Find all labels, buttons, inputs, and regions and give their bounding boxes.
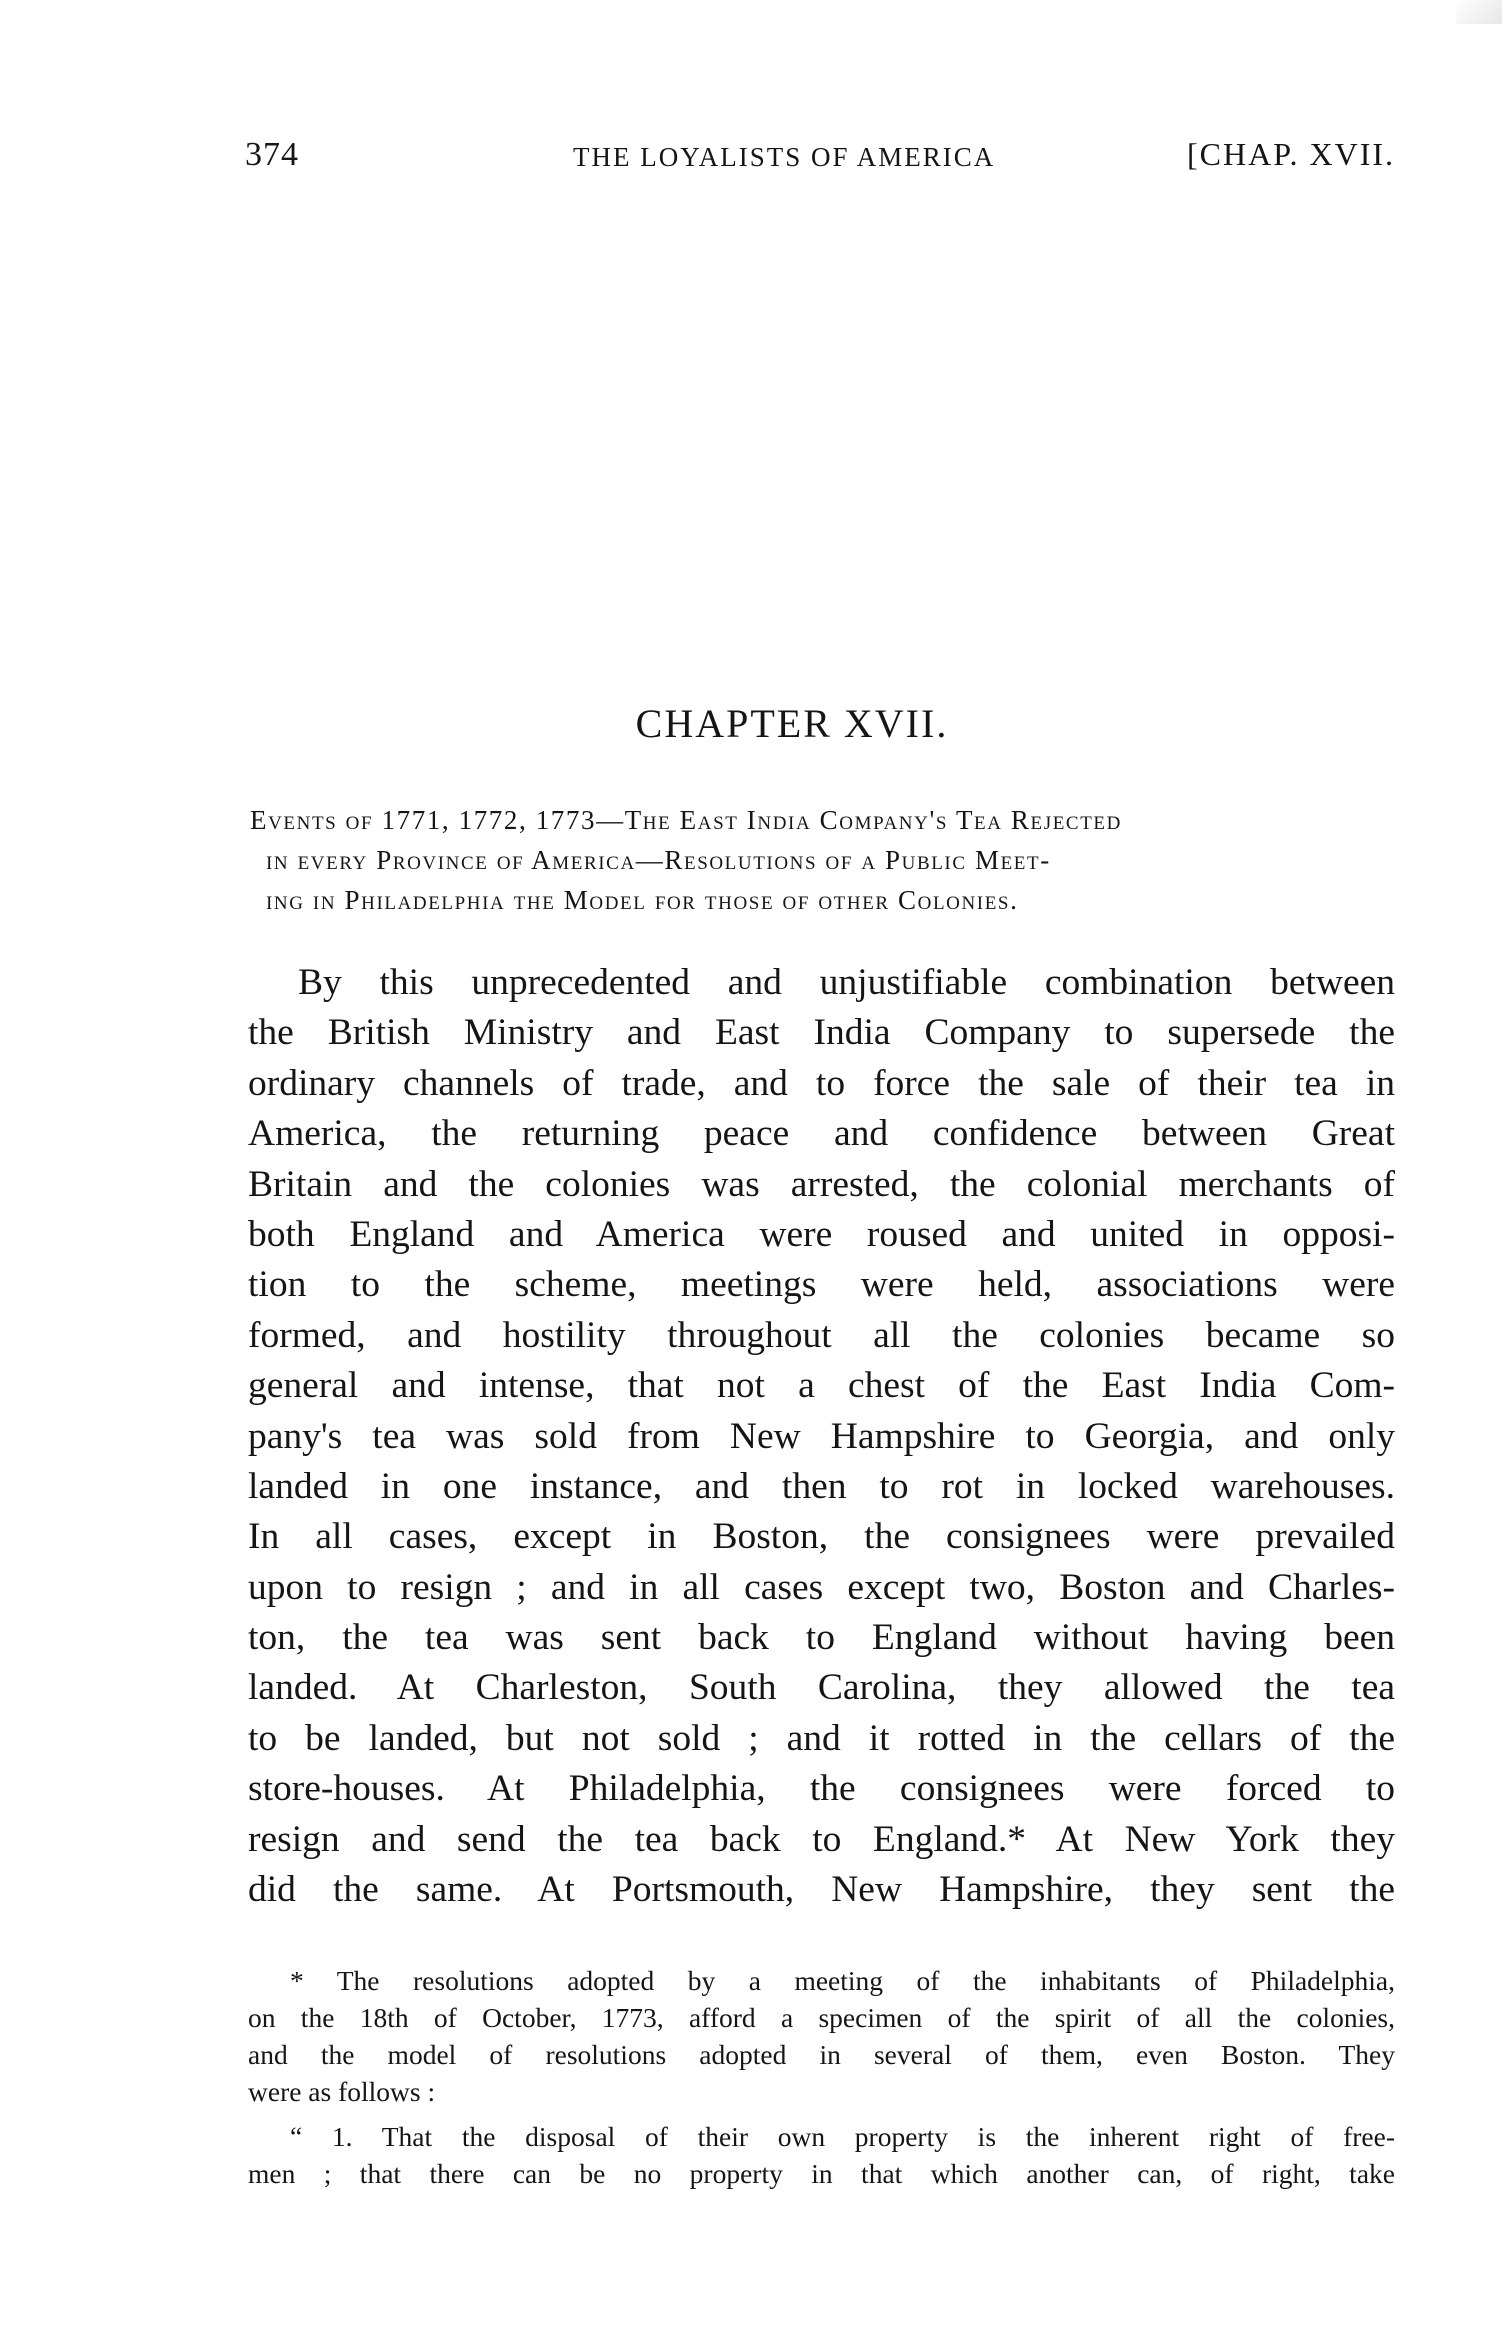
body-line: general and intense, that not a chest of the East India Com- [248,1365,1395,1407]
page-number: 374 [245,136,299,173]
footnote-line: men ; that there can be no property in that which another can, of right, take [248,2158,1395,2189]
body-line: store-houses. At Philadelphia, the consignees were forced to [248,1768,1395,1810]
summary-line: Events of 1771, 1772, 1773—The East India Company's Tea Rejected [250,805,1122,835]
summary-line: in every Province of America—Resolutions of a Public Meet- [266,845,1051,875]
body-line: resign and send the tea back to England.* At New York they [248,1818,1395,1860]
body-line: both England and America were roused and united in opposi- [248,1213,1395,1255]
body-line: upon to resign ; and in all cases except two, Boston and Charles- [248,1566,1395,1608]
page-corner-shading [1456,0,1502,24]
footnote-line: on the 18th of October, 1773, afford a specimen of the spirit of all the colonies, [248,2002,1395,2033]
body-line: formed, and hostility throughout all the colonies became so [248,1314,1395,1356]
footnote-line: * The resolutions adopted by a meeting of the inhabitants of Philadelphia, [290,1965,1395,1996]
running-title: THE LOYALISTS OF AMERICA [573,142,996,172]
body-line: tion to the scheme, meetings were held, associations were [248,1264,1395,1306]
body-line: the British Ministry and East India Company to supersede the [248,1012,1395,1054]
body-line: ordinary channels of trade, and to force the sale of their tea in [248,1062,1395,1104]
body-line: to be landed, but not sold ; and it rotted in the cellars of the [248,1717,1395,1759]
footnote-line: “ 1. That the disposal of their own property is the inherent right of free- [290,2121,1395,2152]
running-chapter: [CHAP. XVII. [1187,136,1395,172]
chapter-summary [250,800,1395,920]
body-line: ton, the tea was sent back to England without having been [248,1617,1395,1659]
footnote [248,1962,1395,2192]
body-line: America, the returning peace and confidence between Great [248,1113,1395,1155]
body-paragraph [248,958,1395,1915]
body-line: By this unprecedented and unjustifiable combination between [298,962,1395,1003]
footnote-line: and the model of resolutions adopted in several of them, even Boston. They [248,2039,1395,2070]
footnote-line: were as follows : [248,2076,436,2107]
chapter-title: CHAPTER XVII. [635,701,949,746]
body-line: pany's tea was sold from New Hampshire to Georgia, and only [248,1415,1395,1457]
body-line: In all cases, except in Boston, the consignees were prevailed [248,1516,1395,1558]
body-line: landed in one instance, and then to rot in locked warehouses. [248,1465,1395,1507]
running-head [245,136,1395,186]
summary-line: ing in Philadelphia the Model for those of other Colonies. [266,885,1019,915]
body-line: did the same. At Portsmouth, New Hampshire, they sent the [248,1869,1395,1911]
body-line: Britain and the colonies was arrested, the colonial merchants of [248,1163,1395,1205]
body-line: landed. At Charleston, South Carolina, they allowed the tea [248,1667,1395,1709]
